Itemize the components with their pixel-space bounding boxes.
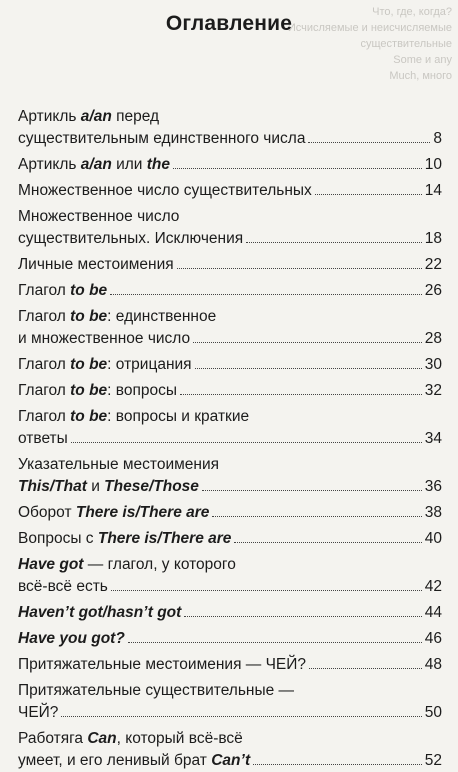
toc-entry-line bbox=[18, 750, 442, 772]
toc-entry[interactable] bbox=[18, 502, 442, 524]
toc-term-segment: This/That bbox=[18, 478, 87, 495]
toc-term-segment: to be bbox=[70, 282, 108, 299]
toc-entry[interactable] bbox=[18, 354, 442, 376]
toc-entry-line bbox=[18, 502, 442, 524]
dot-leader bbox=[309, 668, 422, 669]
toc-text-segment: перед bbox=[111, 108, 160, 125]
toc-page-number: 50 bbox=[424, 704, 442, 721]
bleed-through-line: Some и any bbox=[393, 54, 452, 66]
toc-entry-line bbox=[18, 206, 442, 228]
toc-text-segment: Работяга bbox=[18, 730, 88, 747]
toc-term-segment: to be bbox=[70, 356, 108, 373]
toc-entry[interactable] bbox=[18, 106, 442, 150]
toc-term-segment: to be bbox=[70, 382, 108, 399]
dot-leader bbox=[173, 168, 422, 169]
toc-term-segment: to be bbox=[70, 308, 108, 325]
toc-term-segment: Can’t bbox=[211, 752, 251, 769]
toc-entry-line bbox=[18, 576, 442, 598]
toc-text-segment: существительных. Исключения bbox=[18, 230, 244, 247]
toc-text-segment: Глагол bbox=[18, 408, 71, 425]
toc-entry-text bbox=[18, 702, 58, 724]
dot-leader bbox=[308, 142, 430, 143]
toc-page-number: 26 bbox=[424, 282, 442, 299]
toc-text-segment: и множественное число bbox=[18, 330, 191, 347]
toc-page-number: 44 bbox=[424, 604, 442, 621]
toc-page-number: 42 bbox=[424, 578, 442, 595]
toc-term-segment: the bbox=[146, 156, 171, 173]
toc-entry-line bbox=[18, 428, 442, 450]
toc-entry-line bbox=[18, 180, 442, 202]
toc-text-segment: — глагол, у которого bbox=[83, 556, 236, 573]
toc-text-segment: , который всё-всё bbox=[116, 730, 243, 747]
toc-page-number: 32 bbox=[424, 382, 442, 399]
toc-entry-text bbox=[18, 554, 236, 576]
dot-leader bbox=[315, 194, 422, 195]
toc-page-number: 36 bbox=[424, 478, 442, 495]
dot-leader bbox=[128, 642, 422, 643]
dot-leader bbox=[253, 764, 422, 765]
toc-entry-line bbox=[18, 454, 442, 476]
toc-text-segment: Множественное число bbox=[18, 208, 180, 225]
dot-leader bbox=[195, 368, 422, 369]
toc-term-segment: Haven’t got/hasn’t got bbox=[18, 604, 182, 621]
dot-leader bbox=[110, 294, 422, 295]
toc-term-segment: Have got bbox=[18, 556, 84, 573]
toc-entry-line bbox=[18, 702, 442, 724]
toc-entry-text bbox=[18, 628, 125, 650]
toc-text-segment: Оборот bbox=[18, 504, 76, 521]
toc-text-segment: ответы bbox=[18, 430, 68, 447]
dot-leader bbox=[180, 394, 422, 395]
toc-entry-text bbox=[18, 128, 305, 150]
toc-entry[interactable] bbox=[18, 254, 442, 276]
toc-entry-text bbox=[18, 654, 306, 676]
toc-page-number: 18 bbox=[424, 230, 442, 247]
dot-leader bbox=[246, 242, 422, 243]
toc-entry[interactable] bbox=[18, 454, 442, 498]
toc-page-number: 8 bbox=[433, 130, 442, 147]
toc-page-number: 40 bbox=[424, 530, 442, 547]
toc-entry-line bbox=[18, 628, 442, 650]
toc-text-segment: Глагол bbox=[18, 308, 71, 325]
toc-text-segment: Глагол bbox=[18, 382, 71, 399]
toc-text-segment: всё-всё есть bbox=[18, 578, 108, 595]
toc-entry-text bbox=[18, 206, 179, 228]
toc-entry-line bbox=[18, 106, 442, 128]
dot-leader bbox=[61, 716, 421, 717]
toc-text-segment: : вопросы и краткие bbox=[107, 408, 250, 425]
toc-entry[interactable] bbox=[18, 206, 442, 250]
toc-entry-text bbox=[18, 154, 170, 176]
toc-page-number: 10 bbox=[424, 156, 442, 173]
toc-entry-line bbox=[18, 476, 442, 498]
toc-term-segment: Can bbox=[87, 730, 117, 747]
toc-page-number: 22 bbox=[424, 256, 442, 273]
toc-entry[interactable] bbox=[18, 680, 442, 724]
toc-text-segment: : вопросы bbox=[107, 382, 177, 399]
toc-entry-line bbox=[18, 280, 442, 302]
toc-entry-text bbox=[18, 528, 231, 550]
toc-text-segment: и bbox=[86, 478, 105, 495]
toc-entry[interactable] bbox=[18, 380, 442, 402]
toc-entry[interactable] bbox=[18, 154, 442, 176]
table-of-contents bbox=[18, 106, 442, 772]
toc-text-segment: Артикль bbox=[18, 108, 81, 125]
toc-page-number: 46 bbox=[424, 630, 442, 647]
toc-text-segment: существительным единственного числа bbox=[18, 130, 306, 147]
toc-entry-line bbox=[18, 154, 442, 176]
toc-entry-line bbox=[18, 728, 442, 750]
toc-entry-line bbox=[18, 654, 442, 676]
toc-entry-line bbox=[18, 528, 442, 550]
toc-entry-line bbox=[18, 354, 442, 376]
toc-term-segment: a/an bbox=[80, 108, 112, 125]
dot-leader bbox=[234, 542, 421, 543]
toc-page-number: 34 bbox=[424, 430, 442, 447]
toc-entry-line bbox=[18, 128, 442, 150]
toc-text-segment: : отрицания bbox=[107, 356, 192, 373]
bleed-through-line: Исчисляемые и неисчисляемые bbox=[287, 22, 452, 34]
toc-text-segment: Притяжательные местоимения — ЧЕЙ? bbox=[18, 656, 306, 673]
toc-entry[interactable] bbox=[18, 280, 442, 302]
toc-entry[interactable] bbox=[18, 554, 442, 598]
toc-entry-text bbox=[18, 306, 216, 328]
toc-entry-text bbox=[18, 328, 190, 350]
toc-entry-line bbox=[18, 306, 442, 328]
toc-entry-text bbox=[18, 406, 249, 428]
toc-entry-text bbox=[18, 380, 177, 402]
toc-entry-line bbox=[18, 328, 442, 350]
dot-leader bbox=[177, 268, 422, 269]
toc-text-segment: Личные местоимения bbox=[18, 256, 174, 273]
toc-entry-text bbox=[18, 280, 107, 302]
toc-entry-text bbox=[18, 728, 243, 750]
toc-entry-text bbox=[18, 254, 174, 276]
toc-entry-text bbox=[18, 106, 159, 128]
page-title: Оглавление bbox=[165, 12, 293, 35]
toc-page-number: 30 bbox=[424, 356, 442, 373]
toc-page-number: 52 bbox=[424, 752, 442, 769]
toc-term-segment: There is/There are bbox=[97, 530, 232, 547]
toc-page-number: 28 bbox=[424, 330, 442, 347]
toc-page-number: 38 bbox=[424, 504, 442, 521]
toc-entry-text bbox=[18, 576, 108, 598]
toc-entry-text bbox=[18, 180, 312, 202]
toc-entry[interactable] bbox=[18, 180, 442, 202]
toc-entry-text bbox=[18, 476, 199, 498]
toc-entry[interactable] bbox=[18, 528, 442, 550]
dot-leader bbox=[71, 442, 422, 443]
toc-text-segment: : единственное bbox=[107, 308, 217, 325]
toc-entry-text bbox=[18, 228, 243, 250]
toc-text-segment: умеет, и его ленивый брат bbox=[18, 752, 212, 769]
toc-term-segment: Have you got? bbox=[18, 630, 125, 647]
toc-term-segment: a/an bbox=[80, 156, 112, 173]
dot-leader bbox=[111, 590, 422, 591]
toc-entry-line bbox=[18, 406, 442, 428]
toc-entry-line bbox=[18, 602, 442, 624]
dot-leader bbox=[184, 616, 421, 617]
toc-entry-line bbox=[18, 254, 442, 276]
toc-entry-text bbox=[18, 750, 250, 772]
toc-term-segment: to be bbox=[70, 408, 108, 425]
dot-leader bbox=[212, 516, 421, 517]
toc-text-segment: ЧЕЙ? bbox=[18, 704, 59, 721]
toc-entry-line bbox=[18, 554, 442, 576]
toc-entry-text bbox=[18, 602, 181, 624]
toc-term-segment: There is/There are bbox=[75, 504, 210, 521]
toc-entry-text bbox=[18, 454, 219, 476]
toc-page-number: 48 bbox=[424, 656, 442, 673]
toc-entry[interactable] bbox=[18, 728, 442, 772]
dot-leader bbox=[193, 342, 422, 343]
toc-page-number: 14 bbox=[424, 182, 442, 199]
toc-entry[interactable] bbox=[18, 602, 442, 624]
toc-text-segment: или bbox=[111, 156, 147, 173]
toc-entry-line bbox=[18, 228, 442, 250]
toc-entry[interactable] bbox=[18, 628, 442, 650]
toc-text-segment: Вопросы с bbox=[18, 530, 98, 547]
toc-entry[interactable] bbox=[18, 406, 442, 450]
toc-entry-text bbox=[18, 502, 209, 524]
toc-entry-line bbox=[18, 380, 442, 402]
toc-entry-text bbox=[18, 428, 68, 450]
toc-text-segment: Притяжательные существительные — bbox=[18, 682, 295, 699]
bleed-through-line: Что, где, когда? bbox=[372, 6, 452, 18]
toc-text-segment: Множественное число существительных bbox=[18, 182, 312, 199]
toc-text-segment: Глагол bbox=[18, 356, 71, 373]
toc-term-segment: These/Those bbox=[104, 478, 199, 495]
toc-text-segment: Глагол bbox=[18, 282, 71, 299]
toc-text-segment: Артикль bbox=[18, 156, 81, 173]
bleed-through-line: Much, много bbox=[389, 70, 452, 82]
bleed-through-line: существительные bbox=[360, 38, 452, 50]
toc-text-segment: Указательные местоимения bbox=[18, 456, 220, 473]
toc-entry[interactable] bbox=[18, 306, 442, 350]
dot-leader bbox=[202, 490, 422, 491]
toc-entry-text bbox=[18, 354, 192, 376]
toc-entry[interactable] bbox=[18, 654, 442, 676]
